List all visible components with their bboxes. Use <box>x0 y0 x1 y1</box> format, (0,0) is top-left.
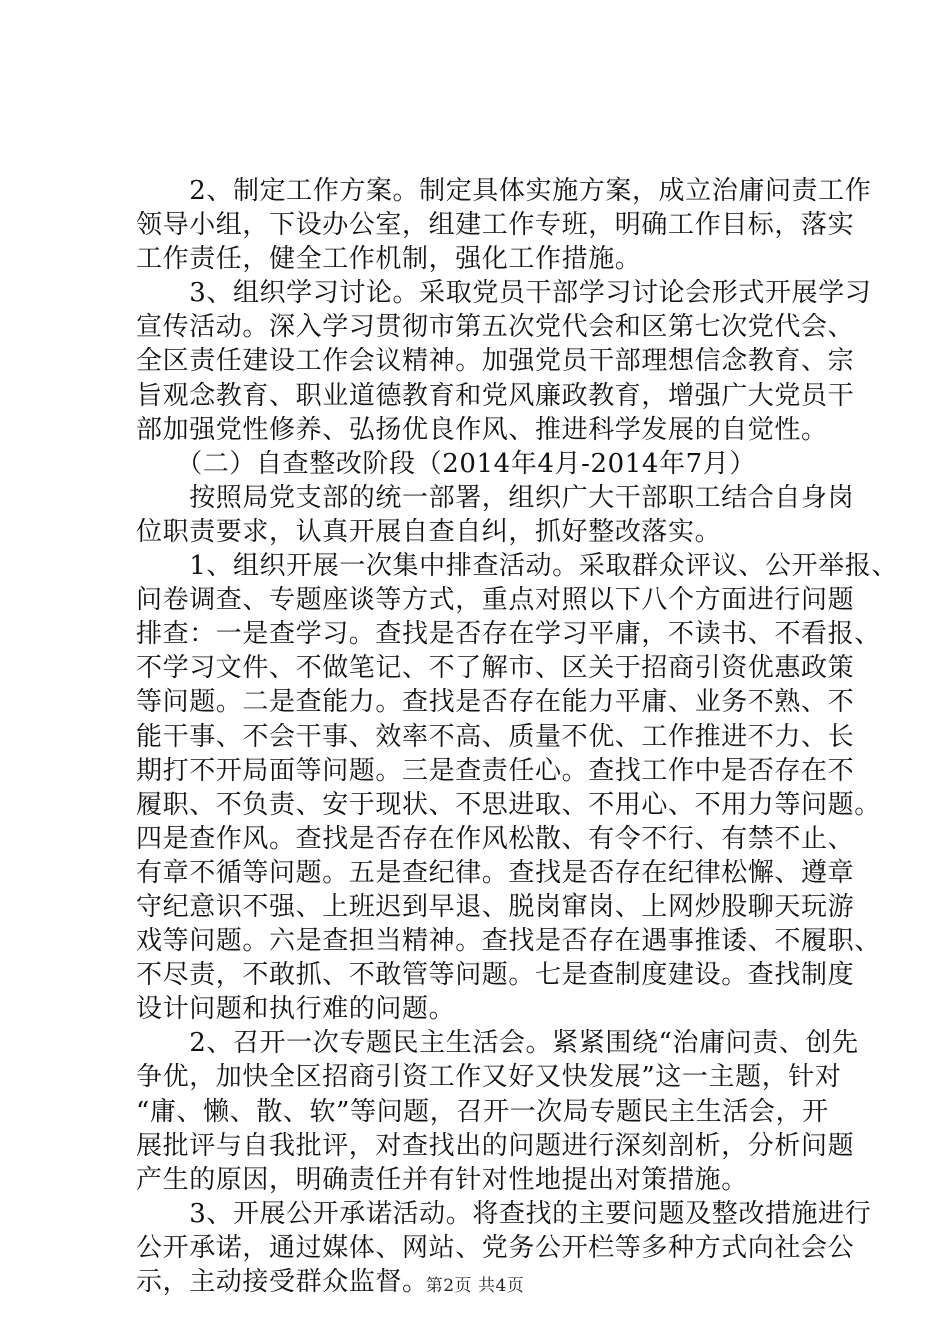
text-line: 领导小组，下设办公室，组建工作专班，明确工作目标，落实 <box>136 210 855 241</box>
text-line: 问卷调查、专题座谈等方式，重点对照以下八个方面进行问题 <box>136 585 855 616</box>
document-body <box>136 174 898 1299</box>
text-line: 戏等问题。六是查担当精神。查找是否存在遇事推诿、不履职、 <box>136 926 881 957</box>
text-line: 示，主动接受群众监督。 <box>136 1267 429 1297</box>
text-line: 期打不开局面等问题。三是查责任心。查找工作中是否存在不 <box>136 755 855 786</box>
text-line: 履职、不负责、安于现状、不思进取、不用心、不用力等问题。 <box>136 789 881 820</box>
text-line: 有章不循等问题。五是查纪律。查找是否存在纪律松懈、遵章 <box>136 857 855 888</box>
text-line: 全区责任建设工作会议精神。加强党员干部理想信念教育、宗 <box>136 346 855 377</box>
text-line: （二）自查整改阶段（2014年4月-2014年7月） <box>136 448 757 479</box>
text-line: 设计问题和执行难的问题。 <box>136 994 456 1025</box>
text-line: 1、组织开展一次集中排查活动。采取群众评议、公开举报、 <box>136 551 898 582</box>
text-line: 不学习文件、不做笔记、不了解市、区关于招商引资优惠政策 <box>136 653 855 684</box>
text-line: 3、组织学习讨论。采取党员干部学习讨论会形式开展学习 <box>136 278 872 309</box>
text-line: 2、制定工作方案。制定具体实施方案，成立治庸问责工作 <box>136 176 872 206</box>
text-line: 守纪意识不强、上班迟到早退、脱岗窜岗、上网炒股聊天玩游 <box>136 891 855 922</box>
text-line: 不尽责，不敢抓、不敢管等问题。七是查制度建设。查找制度 <box>136 960 855 991</box>
text-line: “庸、懒、散、软”等问题，召开一次局专题民主生活会，开 <box>136 1096 829 1127</box>
text-line: 等问题。二是查能力。查找是否存在能力平庸、业务不熟、不 <box>136 687 855 718</box>
text-line: 按照局党支部的统一部署，组织广大干部职工结合自身岗 <box>136 482 855 513</box>
text-line: 工作责任，健全工作机制，强化工作措施。 <box>136 244 642 275</box>
text-line: 排查：一是查学习。查找是否存在学习平庸，不读书、不看报、 <box>136 619 881 650</box>
text-line: 旨观念教育、职业道德教育和党风廉政教育，增强广大党员干 <box>136 380 855 411</box>
text-line: 公开承诺，通过媒体、网站、党务公开栏等多种方式向社会公 <box>136 1232 855 1263</box>
text-line: 3、开展公开承诺活动。将查找的主要问题及整改措施进行 <box>136 1198 872 1229</box>
text-line: 宣传活动。深入学习贯彻市第五次党代会和区第七次党代会、 <box>136 312 855 343</box>
text-line: 位职责要求，认真开展自查自纠，抓好整改落实。 <box>136 516 722 547</box>
text-line: 争优，加快全区招商引资工作又好又快发展”这一主题，针对 <box>136 1062 842 1093</box>
page-footer: 第2页 共4页 <box>425 1276 525 1296</box>
text-line: 2、召开一次专题民主生活会。紧紧围绕“治庸问责、创先 <box>136 1028 859 1059</box>
text-line: 四是查作风。查找是否存在作风松散、有令不行、有禁不止、 <box>136 823 855 854</box>
text-line: 能干事、不会干事、效率不高、质量不优、工作推进不力、长 <box>136 721 855 752</box>
text-line: 部加强党性修养、弘扬优良作风、推进科学发展的自觉性。 <box>136 414 828 445</box>
text-line: 展批评与自我批评，对查找出的问题进行深刻剖析，分析问题 <box>136 1130 855 1161</box>
text-line: 产生的原因，明确责任并有针对性地提出对策措施。 <box>136 1164 748 1195</box>
